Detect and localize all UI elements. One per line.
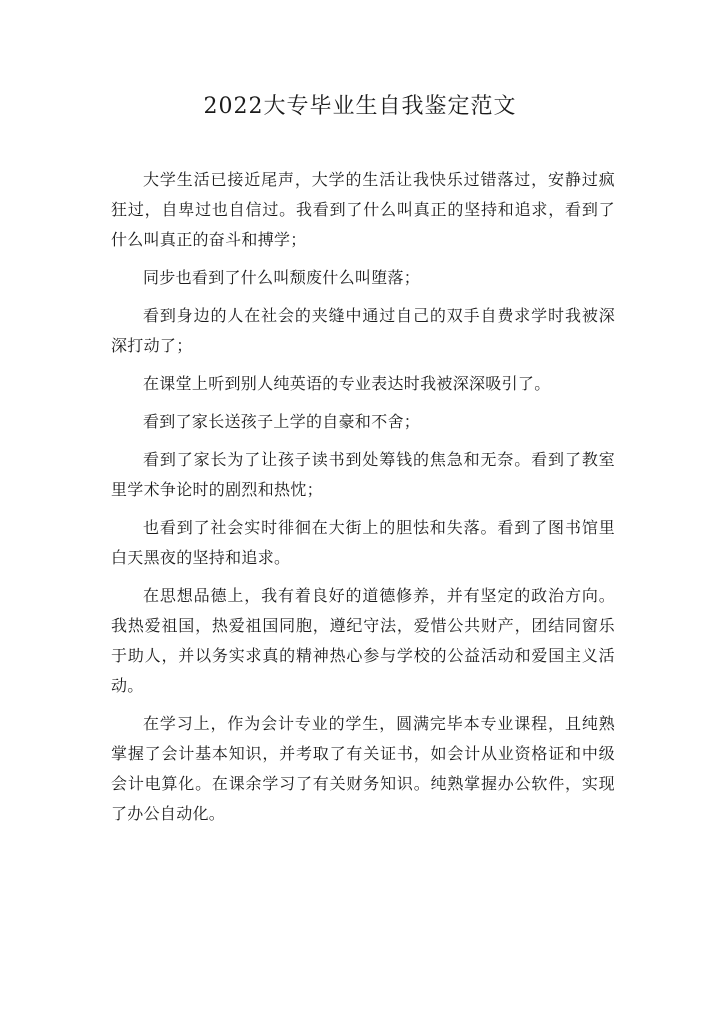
paragraph: 在学习上，作为会计专业的学生，圆满完毕本专业课程，且纯熟掌握了会计基本知识，并考取了有关证书，如会计从业资格证和中级会计电算化。在课余学习了有关财务知识。纯熟掌握办公软件，实现了办公自动化。: [111, 714, 615, 823]
paragraph: 看到了家长为了让孩子读书到处筹钱的焦急和无奈。看到了教室里学术争论时的剧烈和热忱；: [111, 450, 615, 499]
paragraph: 看到身边的人在社会的夹缝中通过自己的双手自费求学时我被深深打动了；: [111, 306, 615, 355]
paragraph: 也看到了社会实时徘徊在大街上的胆怯和失落。看到了图书馆里白天黑夜的坚持和追求。: [111, 518, 615, 567]
paragraph: 看到了家长送孩子上学的自豪和不舍；: [143, 412, 421, 431]
document-body: [111, 165, 615, 837]
paragraph: 同步也看到了什么叫颓废什么叫堕落；: [143, 268, 421, 287]
paragraph: 大学生活已接近尾声，大学的生活让我快乐过错落过，安静过疯狂过，自卑过也自信过。我看到了什么叫真正的坚持和追求，看到了什么叫真正的奋斗和搏学；: [111, 170, 615, 249]
paragraph: 在课堂上听到别人纯英语的专业表达时我被深深吸引了。: [143, 374, 551, 393]
paragraph: 在思想品德上，我有着良好的道德修养，并有坚定的政治方向。我热爱祖国，热爱祖国同胞，遵纪守法，爱惜公共财产，团结同窗乐于助人，并以务实求真的精神热心参与学校的公益活动和爱国主义活动。: [111, 586, 615, 695]
document-title: 2022大专毕业生自我鉴定范文: [203, 94, 517, 119]
